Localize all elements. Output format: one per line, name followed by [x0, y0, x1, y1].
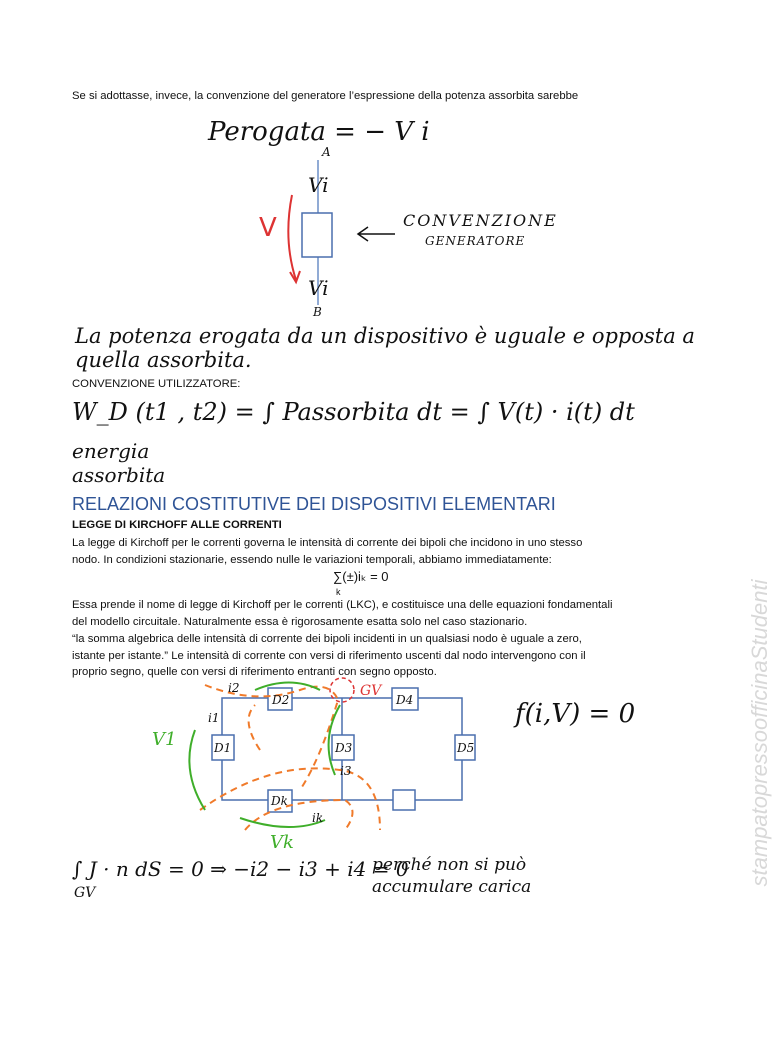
hw-energia: energia	[72, 439, 150, 463]
watermark: stampatopressoofficinaStudenti	[747, 579, 772, 887]
label-i1: i1	[208, 711, 220, 725]
hw-perche: perché non si può	[372, 855, 527, 875]
label-vk: Vk	[270, 832, 294, 853]
para1-line1: La legge di Kirchoff per le correnti governa le intensità di corrente dei bipoli che incidono in uno stesso	[72, 537, 583, 549]
gv-label: GV	[360, 683, 382, 699]
subsection-title: LEGGE DI KIRCHOFF ALLE CORRENTI	[72, 519, 282, 531]
label-v1: V1	[152, 729, 177, 750]
label-i3: i3	[340, 764, 352, 778]
component-box	[302, 213, 332, 257]
para1-line2: nodo. In condizioni stazionarie, essendo nulle le variazioni temporali, abbiamo immediatamente:	[72, 554, 552, 566]
hw-note-line1: La potenza erogata da un dispositivo è uguale e opposta a	[75, 324, 695, 348]
section-title: RELAZIONI COSTITUTIVE DEI DISPOSITIVI ELEMENTARI	[72, 494, 556, 514]
arrow-left-icon	[358, 227, 395, 241]
label-d5: D5	[457, 741, 475, 755]
label-dk: Dk	[271, 794, 288, 808]
hw-vi-bottom: Vi	[308, 276, 329, 300]
hw-vi-top: Vi	[308, 173, 329, 197]
intro-text: Se si adottasse, invece, la convenzione del generatore l’espressione della potenza assorbita sarebbe	[72, 90, 579, 102]
conv-utilizzatore: CONVENZIONE UTILIZZATORE:	[72, 378, 241, 390]
hw-gv: GV	[74, 885, 96, 901]
kcl-equation-sub: k	[336, 587, 341, 597]
hw-v-label: V	[259, 213, 277, 243]
hw-perogata: Perogata = − V i	[208, 117, 430, 147]
hw-flux-formula: ∫ J · n dS = 0 ⇒ −i2 − i3 + i4 = 0	[72, 857, 409, 881]
hw-node-b: B	[313, 305, 322, 319]
para2-line3: “la somma algebrica delle intensità di corrente dei bipoli incidenti in un qualsiasi nodo è uguale a zero,	[72, 633, 582, 645]
label-d2: D2	[272, 693, 290, 707]
hw-fiv: f(i,V) = 0	[515, 699, 636, 729]
hw-assorbita: assorbita	[72, 463, 166, 487]
hw-convenzione: CONVENZIONE	[403, 211, 558, 230]
hw-generatore: GENERATORE	[425, 234, 526, 248]
red-voltage-arrow	[288, 195, 296, 280]
para2-line4: istante per istante.” Le intensità di corrente con versi di riferimento uscenti dal nodo intervengono con il	[72, 650, 586, 662]
hw-note-line2: quella assorbita.	[75, 348, 252, 372]
para2-line1: Essa prende il nome di legge di Kirchoff per le correnti (LKC), e costituisce una delle equazioni fondamentali	[72, 599, 613, 611]
label-d4: D4	[396, 693, 414, 707]
hw-node-a: A	[322, 145, 331, 159]
label-i2: i2	[228, 681, 240, 695]
para2-line5: proprio segno, quelle con versi di riferimento entranti con segno opposto.	[72, 666, 437, 678]
para2-line2: del modello circuitale. Naturalmente essa è rigorosamente esatta solo nel caso stazionario.	[72, 616, 528, 628]
hw-accumulare: accumulare carica	[372, 877, 532, 897]
hw-energy-formula: W_D (t1 , t2) = ∫ Passorbita dt = ∫ V(t) · i(t) dt	[72, 398, 635, 426]
label-d1: D1	[214, 741, 232, 755]
kcl-equation: ∑(±)iₖ = 0	[333, 569, 389, 584]
label-d3: D3	[335, 741, 353, 755]
label-ik: ik	[312, 811, 324, 825]
